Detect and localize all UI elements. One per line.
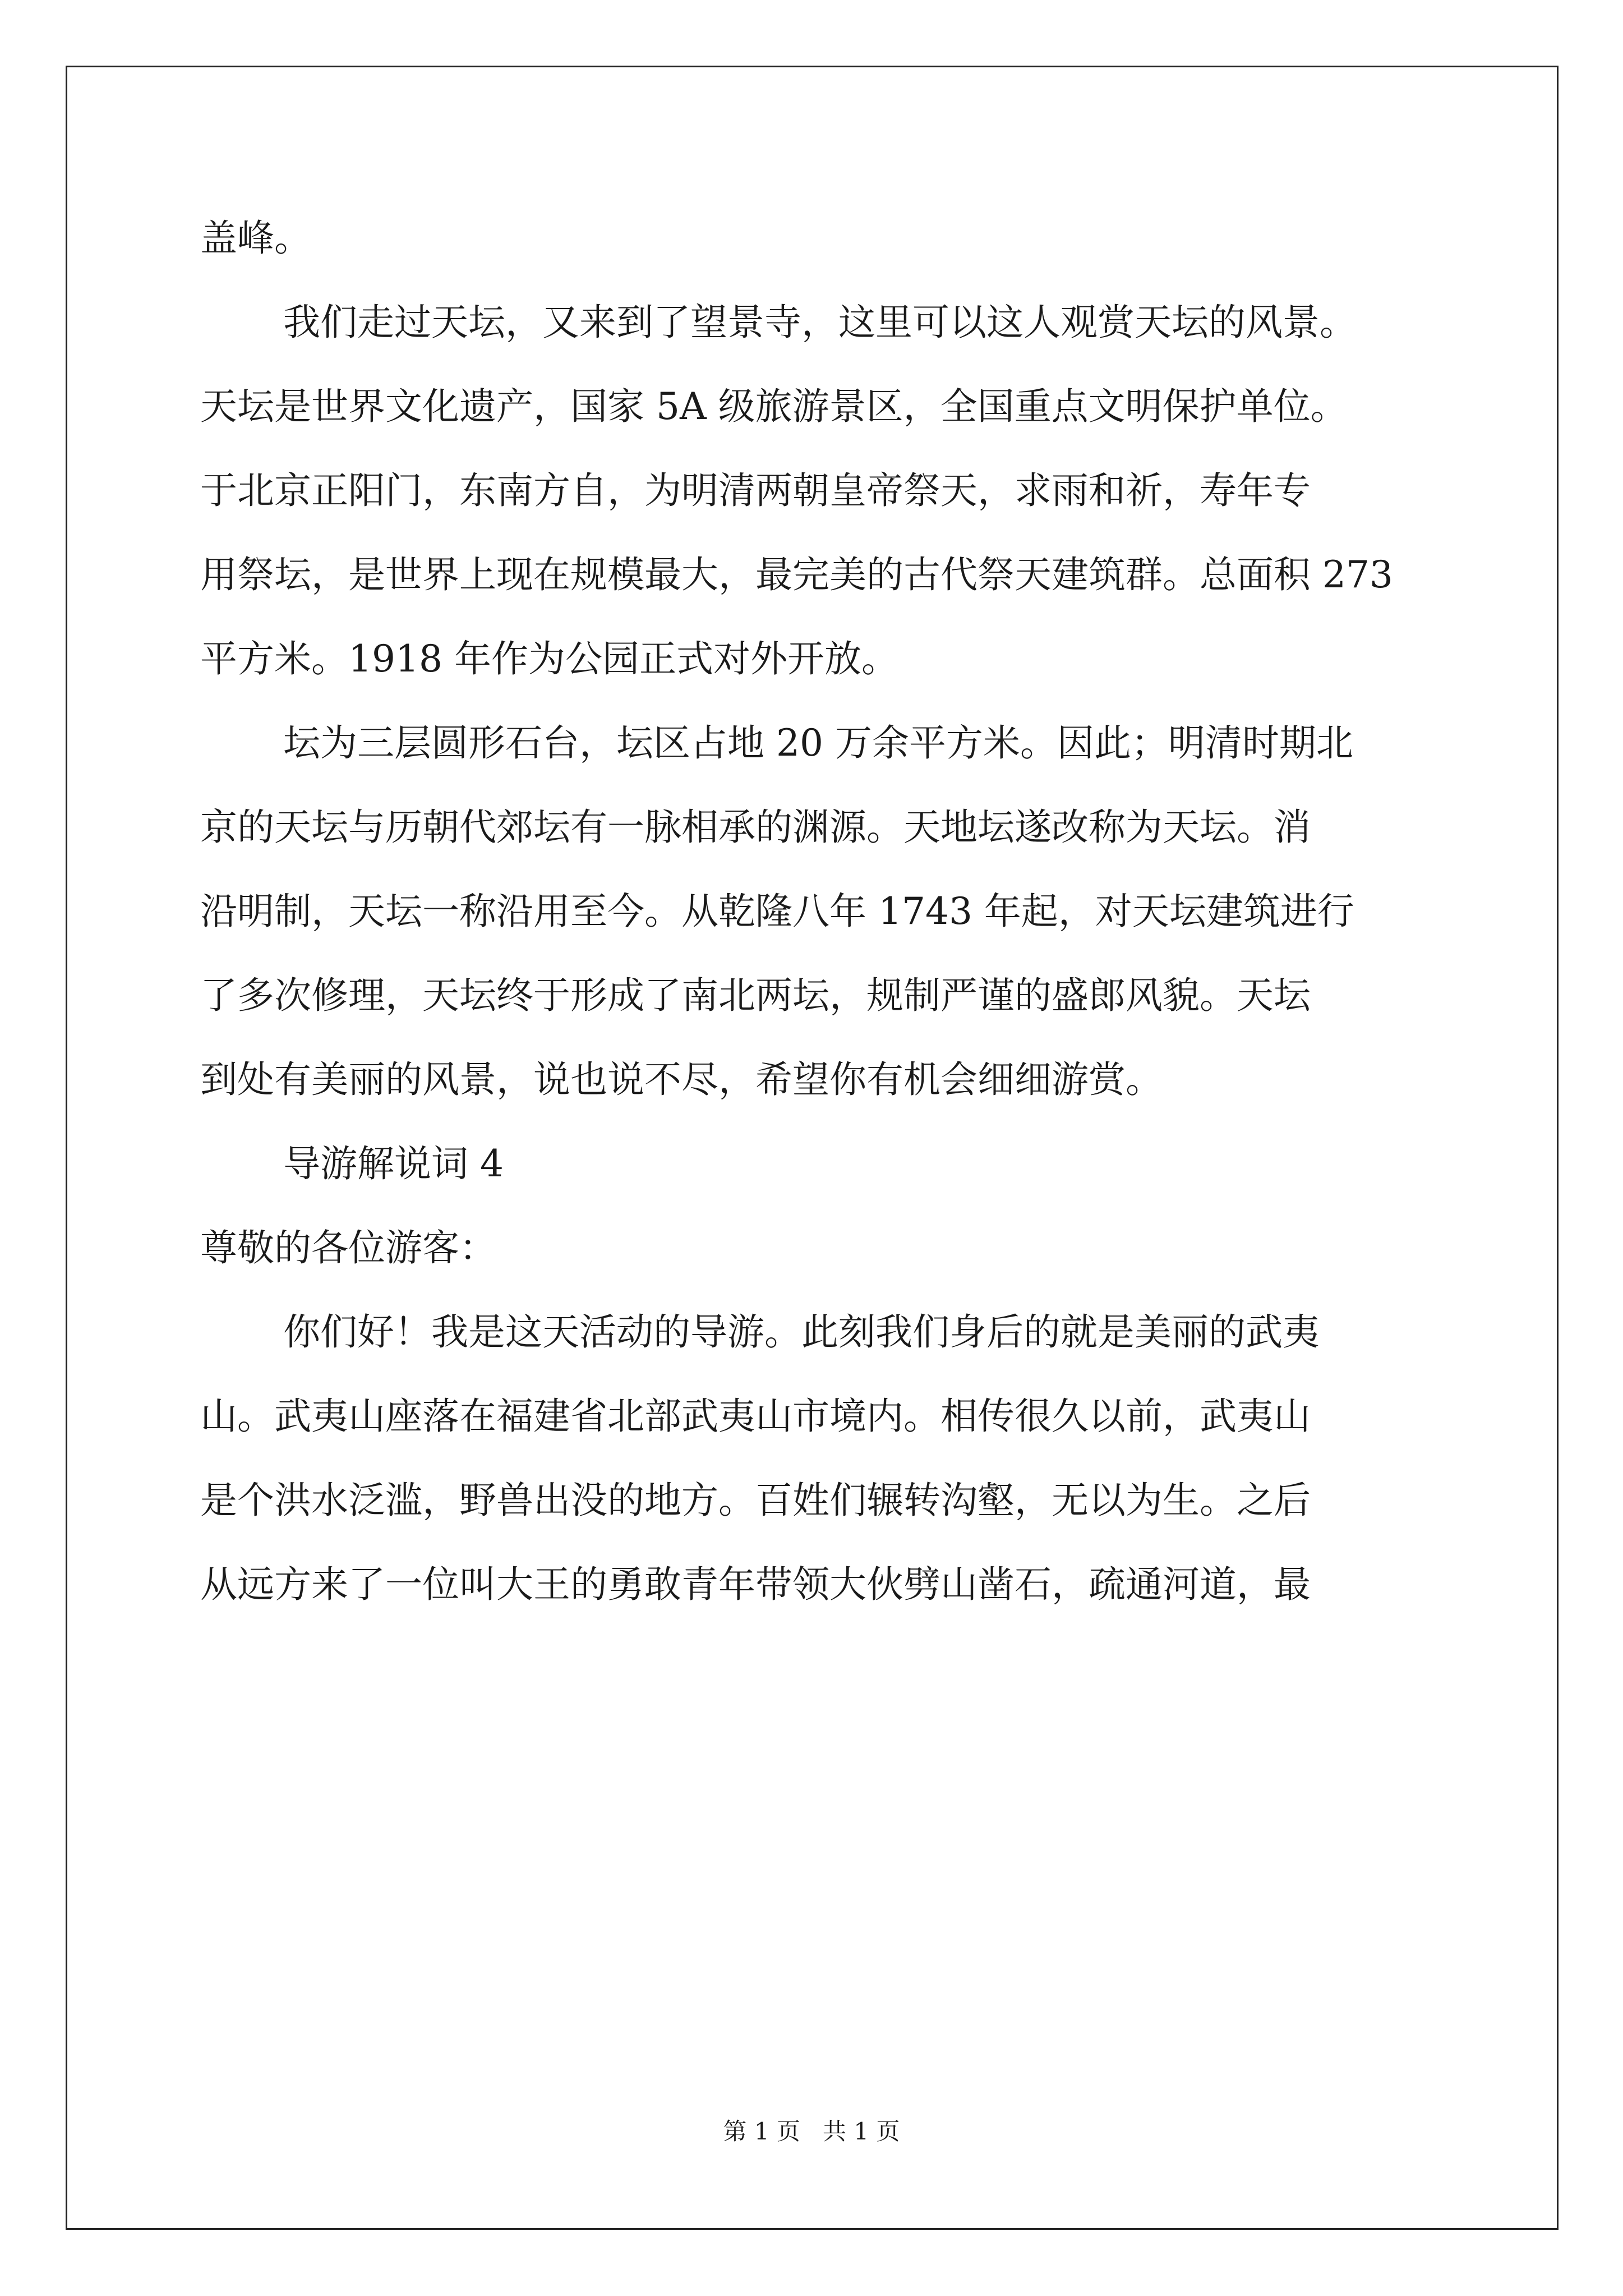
- text-line: 了多次修理，天坛终于形成了南北两坛，规制严谨的盛郎风貌。天坛: [200, 974, 1311, 1017]
- text-line: 沿明制，天坛一称沿用至今。从乾隆八年 1743 年起，对天坛建筑进行: [200, 890, 1354, 933]
- text-line: 山。武夷山座落在福建省北部武夷山市境内。相传很久以前，武夷山: [200, 1395, 1311, 1438]
- text-line: 导游解说词 4: [283, 1142, 504, 1185]
- text-line: 是个洪水泛滥，野兽出没的地方。百姓们辗转沟壑，无以为生。之后: [200, 1479, 1311, 1522]
- document-body: [200, 196, 1434, 1627]
- text-line: 坛为三层圆形石台，坛区占地 20 万余平方米。因此；明清时期北: [283, 721, 1353, 765]
- text-line: 于北京正阳门，东南方自，为明清两朝皇帝祭天，求雨和祈，寿年专: [200, 469, 1311, 512]
- text-line: 你们好！我是这天活动的导游。此刻我们身后的就是美丽的武夷: [283, 1310, 1320, 1354]
- text-line: 我们走过天坛，又来到了望景寺，这里可以这人观赏天坛的风景。: [283, 301, 1357, 344]
- text-line: 京的天坛与历朝代郊坛有一脉相承的渊源。天地坛遂改称为天坛。消: [200, 806, 1311, 849]
- text-line: 平方米。1918 年作为公园正式对外开放。: [200, 637, 898, 680]
- text-line: 天坛是世界文化遗产，国家 5A 级旅游景区，全国重点文明保护单位。: [200, 385, 1348, 428]
- text-line: 到处有美丽的风景，说也说不尽，希望你有机会细细游赏。: [200, 1058, 1163, 1101]
- text-line: 从远方来了一位叫大王的勇敢青年带领大伙劈山凿石，疏通河道，最: [200, 1563, 1311, 1606]
- text-line: 盖峰。: [200, 217, 311, 260]
- page-footer: 第 1 页 共 1 页: [723, 2118, 900, 2145]
- text-line: 尊敬的各位游客：: [200, 1226, 496, 1269]
- text-line: 用祭坛，是世界上现在规模最大，最完美的古代祭天建筑群。总面积 273: [200, 553, 1393, 596]
